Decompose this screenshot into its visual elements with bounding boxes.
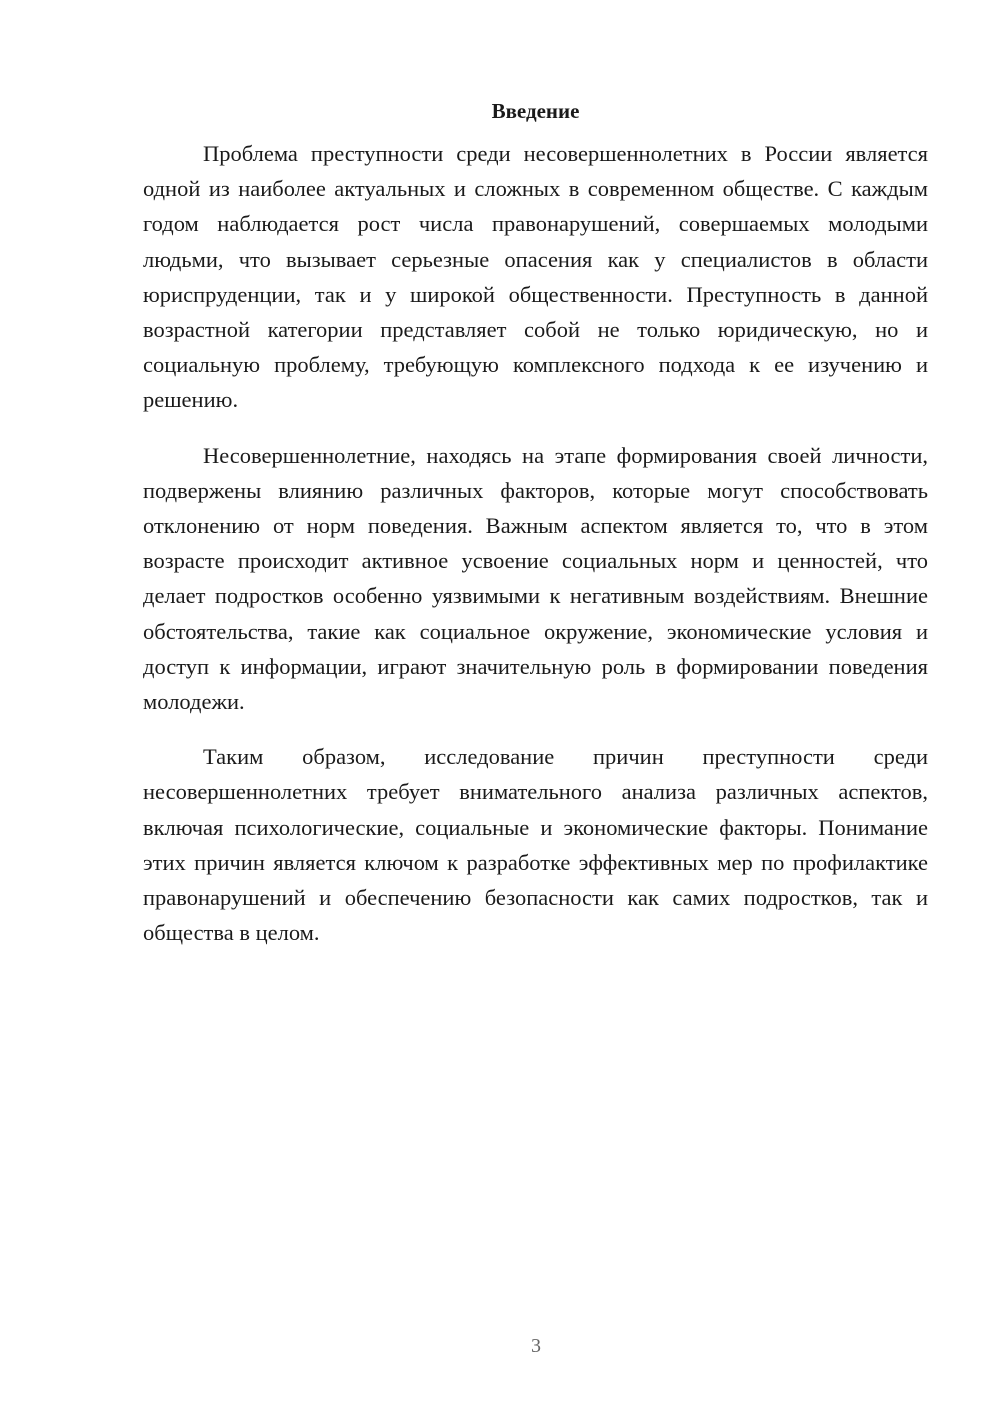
page-number: 3	[531, 1335, 541, 1357]
page-content	[143, 96, 928, 970]
paragraph-3: Таким образом, исследование причин преступности среди несовершеннолетних требует внимательного анализа различных аспектов, включая психологические, социальные и экономические факторы. Понимание этих причин является ключом к разработке эффективных мер по профилактике правонарушений и обеспечению безопасности как самих подростков, так и общества в целом.	[143, 744, 928, 946]
section-heading: Введение	[491, 99, 580, 123]
paragraph-2: Несовершеннолетние, находясь на этапе формирования своей личности, подвержены влиянию различных факторов, которые могут способствовать отклонению от норм поведения. Важным аспектом является то, что в этом возрасте происходит активное усвоение социальных норм и ценностей, что делает подростков особенно уязвимыми к негативным воздействиям. Внешние обстоятельства, такие как социальное окружение, экономические условия и доступ к информации, играют значительную роль в формировании поведения молодежи.	[143, 442, 928, 715]
paragraph-1: Проблема преступности среди несовершеннолетних в России является одной из наиболее актуальных и сложных в современном обществе. С каждым годом наблюдается рост числа правонарушений, совершаемых молодыми людьми, что вызывает серьезные опасения как у специалистов в области юриспруденции, так и у широкой общественности. Преступность в данной возрастной категории представляет собой не только юридическую, но и социальную проблему, требующую комплексного подхода к ее изучению и решению.	[143, 141, 928, 413]
